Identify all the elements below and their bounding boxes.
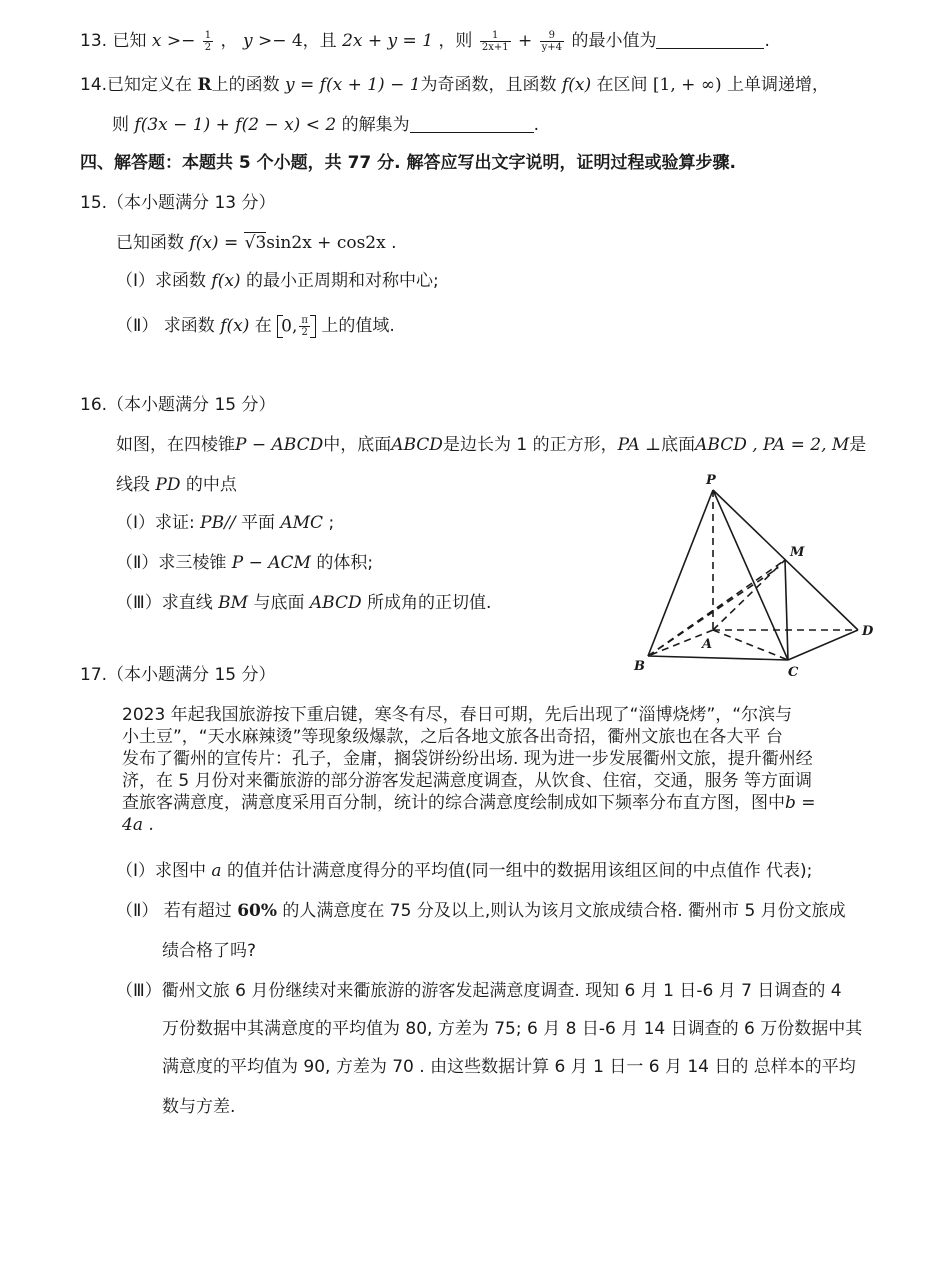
q14-text: 的解集为 — [341, 115, 410, 135]
q14-text: . — [533, 115, 539, 135]
q13-text: ，则 — [438, 31, 473, 51]
question-15-part-2 — [116, 313, 395, 339]
question-number: 14. — [80, 75, 108, 95]
label-B: B — [634, 659, 645, 674]
q17-text: 的值并估计满意度得分的平均值(同一组中的数据用该组区间的中点值作 代表); — [226, 861, 813, 881]
q16-text: ; — [328, 513, 335, 533]
label-D: D — [862, 624, 874, 639]
q16-math: PB// — [200, 513, 241, 533]
question-17-part-3-cont: 万份数据中其满意度的平均值为 80, 方差为 75; 6 月 8 日-6 月 14 日调查的 6 万份数据中其 — [162, 1019, 863, 1039]
q16-math: AMC — [280, 513, 324, 533]
q16-perp: PA ⊥ — [617, 435, 662, 455]
question-15-head: 15.（本小题满分 13 分） — [80, 193, 276, 213]
q15-text: 在 — [254, 316, 272, 336]
q16-text: （Ⅱ）求三棱锥 — [116, 553, 227, 573]
question-16-part-2 — [116, 550, 373, 576]
q16-text: 中，底面 — [323, 435, 392, 455]
q14-text: 已知定义在 — [107, 75, 193, 95]
answer-blank[interactable] — [656, 30, 764, 49]
fraction-1-over-2x1: $\frac{1}{2x+1}$ — [481, 29, 509, 53]
question-16-stem-2 — [116, 472, 237, 498]
q14-set-R: R — [197, 75, 212, 95]
q16-pyramid: P − ABCD — [235, 435, 324, 455]
question-14-line-1 — [80, 72, 829, 98]
question-17-part-2-cont: 绩合格了吗? — [162, 941, 257, 961]
paragraph-line: 发布了衢州的宣传片：孔子，金庸，搁袋饼纷纷出场. 现为进一步发展衢州文旅，提升衢州经 — [122, 749, 813, 769]
q17-text: 的人满意度在 75 分及以上,则认为该月文旅成绩合格. 衢州市 5 月份文旅成 — [282, 901, 846, 921]
q14-function: y = f(x + 1) − 1 — [285, 75, 421, 95]
question-17-part-3: （Ⅲ）衢州文旅 6 月份继续对来衢旅游的游客发起满意度调查. 现知 6 月 1 日-6 月 7 日调查的 4 — [116, 981, 842, 1001]
q16-math: BM — [218, 593, 249, 613]
q16-math: P − ACM — [231, 553, 311, 573]
q16-text: 的体积; — [316, 553, 374, 573]
q17-percent: 60% — [237, 901, 277, 921]
q14-inequality: f(3x − 1) + f(2 − x) < 2 — [134, 115, 337, 135]
edge-BC — [648, 656, 788, 660]
q15-text: . — [391, 233, 397, 253]
question-15-part-1 — [116, 268, 439, 294]
question-17-paragraph — [122, 704, 816, 836]
q16-text: 所成角的正切值. — [367, 593, 492, 613]
q13-text: 的最小值为 — [571, 31, 657, 51]
q13-text: 已知 — [112, 31, 147, 51]
q15-trig: sin2x + cos2x — [266, 233, 386, 253]
q15-text: （Ⅰ）求函数 — [116, 271, 207, 291]
label-M: M — [790, 545, 805, 560]
question-14-line-2 — [112, 112, 539, 138]
question-17-part-2 — [116, 898, 846, 924]
sqrt-three: √3 — [244, 233, 267, 253]
paragraph-line: 4a . — [122, 815, 154, 835]
q16-text: 与底面 — [253, 593, 305, 613]
edge-BD — [648, 568, 778, 656]
q14-text: 为奇函数，且函数 — [420, 75, 557, 95]
q15-fx: f(x) = — [189, 233, 244, 253]
q16-given: ABCD , PA = 2, M — [695, 435, 850, 455]
q16-text: 平面 — [240, 513, 275, 533]
pyramid-figure — [628, 470, 888, 680]
fraction-one-half: $\frac{1}{2}$ — [204, 29, 212, 53]
paragraph-line: 济，在 5 月份对来衢旅游的部分游客发起满意度调查，从饮食、住宿，交通，服务 等方面调 — [122, 771, 813, 791]
q15-text: （Ⅱ） 求函数 — [116, 316, 215, 336]
edge-MC — [785, 560, 788, 660]
q17-math: a — [211, 861, 222, 881]
question-13 — [80, 28, 770, 54]
q13-equation: 2x + y = 1 — [342, 31, 434, 51]
closed-interval: 0, $\frac{\pi}{2}$ — [277, 315, 316, 338]
question-15-stem — [116, 230, 397, 256]
fraction-9-over-y4: $\frac{9}{y+4}$ — [541, 29, 563, 53]
edge-CD — [788, 630, 858, 660]
label-P: P — [706, 473, 716, 488]
q16-text: （Ⅰ）求证: — [116, 513, 195, 533]
q17-text: （Ⅱ） 若有超过 — [116, 901, 232, 921]
q16-text: 如图，在四棱锥 — [116, 435, 235, 455]
q16-math: ABCD — [309, 593, 362, 613]
q14-text: 在区间 — [596, 75, 648, 95]
q16-text: （Ⅲ）求直线 — [116, 593, 213, 613]
q15-fx: f(x) — [220, 316, 250, 336]
q13-math-y: y — [242, 31, 253, 51]
q16-base: ABCD — [391, 435, 443, 455]
q13-text: ， — [220, 31, 238, 51]
question-number: 13. — [80, 31, 108, 51]
q13-text: >− 4，且 — [257, 31, 337, 51]
q17-text: （Ⅰ）求图中 — [116, 861, 207, 881]
paragraph-line: 2023 年起我国旅游按下重启键，寒冬有尽，春日可期，先后出现了“淄博烧烤”，“尔滨与 — [122, 705, 793, 725]
q14-fx: f(x) — [561, 75, 592, 95]
plus-sign: + — [518, 31, 533, 51]
paragraph-line: 查旅客满意度，满意度采用百分制，统计的综合满意度绘制成如下频率分布直方图，图中b = — [122, 793, 816, 813]
q14-interval: [1, + ∞) — [652, 75, 722, 95]
q15-text: 上的值域. — [321, 316, 395, 336]
question-17-part-3-cont: 满意度的平均值为 90, 方差为 70 . 由这些数据计算 6 月 1 日一 6 月 14 日的 总样本的平均 — [162, 1057, 856, 1077]
q16-text: 的中点 — [185, 475, 237, 495]
q13-text: . — [764, 31, 770, 51]
q16-segment: PD — [155, 475, 181, 495]
label-C: C — [788, 665, 799, 680]
q14-text: 则 — [112, 115, 129, 135]
question-16-head: 16.（本小题满分 15 分） — [80, 395, 276, 415]
q14-text: 上的函数 — [211, 75, 280, 95]
question-17-part-1 — [116, 858, 812, 884]
edge-PB — [648, 490, 713, 656]
q16-text: 底面 — [661, 435, 696, 455]
q15-text: 已知函数 — [116, 233, 184, 253]
q16-text: 是边长为 1 的正方形， — [442, 435, 618, 455]
q13-math-x: x — [151, 31, 162, 51]
question-16-part-1 — [116, 510, 334, 536]
q15-text: 的最小正周期和对称中心; — [245, 271, 439, 291]
answer-blank[interactable] — [410, 114, 534, 133]
question-17-head: 17.（本小题满分 15 分） — [80, 665, 276, 685]
paragraph-line: 小土豆”，“天水麻辣烫”等现象级爆款，之后各地文旅各出奇招，衢州文旅也在各大平 台 — [122, 727, 783, 747]
question-17-part-3-cont: 数与方差. — [162, 1097, 236, 1117]
q16-text: 线段 — [116, 475, 150, 495]
q15-fx: f(x) — [211, 271, 241, 291]
q13-text: >− — [166, 31, 196, 51]
question-16-part-3 — [116, 590, 491, 616]
q16-text: 是 — [849, 435, 867, 455]
q14-text: 上单调递增， — [727, 75, 830, 95]
section-heading: 四、解答题：本题共 5 个小题，共 77 分. 解答应写出文字说明，证明过程或验算步骤. — [80, 153, 736, 173]
label-A: A — [702, 637, 713, 652]
question-16-stem-1 — [116, 432, 866, 458]
fraction-pi-over-2: $\frac{\pi}{2}$ — [301, 314, 308, 338]
